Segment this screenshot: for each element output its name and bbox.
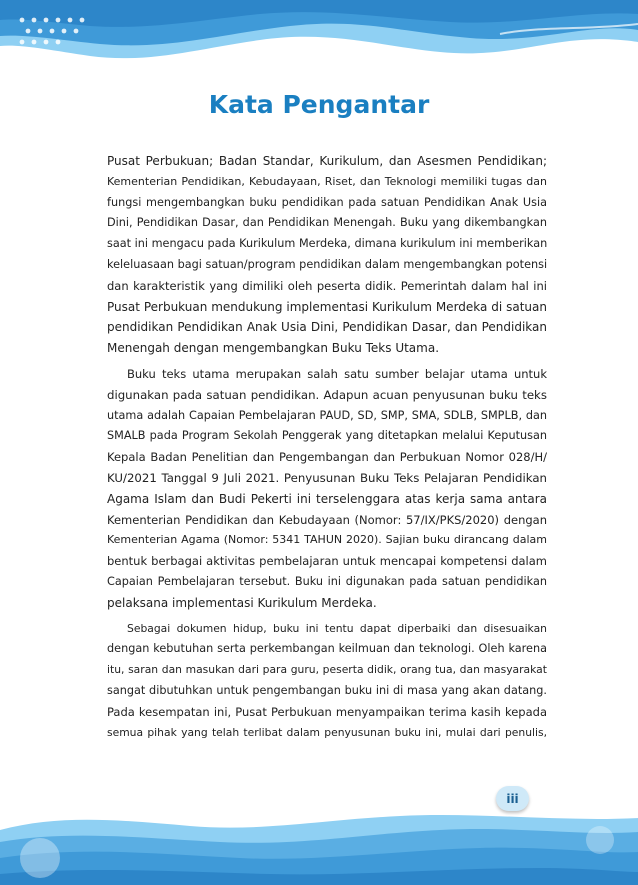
- text-line: semua pihak yang telah terlibat dalam penyusunan buku ini, mulai dari penulis,: [107, 725, 547, 739]
- header-wave-decoration: [0, 0, 638, 75]
- text-line: Kementerian Agama (Nomor: 5341 TAHUN 2020). Sajian buku dirancang dalam: [107, 533, 547, 547]
- text-line: digunakan pada satuan pendidikan. Adapun acuan penyusunan buku teks: [107, 387, 547, 402]
- text-line: pendidikan Pendidikan Anak Usia Dini, Pendidikan Dasar, dan Pendidikan: [107, 320, 547, 335]
- text-line: Kepala Badan Penelitian dan Pengembangan dan Perbukuan Nomor 028/H/: [107, 450, 547, 465]
- text-line: dengan kebutuhan serta perkembangan keilmuan dan teknologi. Oleh karena: [107, 642, 547, 656]
- text-line: KU/2021 Tanggal 9 Juli 2021. Penyusunan Buku Teks Pelajaran Pendidikan: [107, 470, 547, 485]
- body-text: [107, 151, 547, 748]
- text-line: Pusat Perbukuan; Badan Standar, Kurikulum, dan Asesmen Pendidikan;: [107, 154, 547, 168]
- text-line: Agama Islam dan Budi Pekerti ini terselenggara atas kerja sama antara: [107, 491, 547, 506]
- page-number: iii: [506, 791, 519, 806]
- text-line: itu, saran dan masukan dari para guru, peserta didik, orang tua, dan masyarakat: [107, 663, 547, 677]
- text-line: Kementerian Pendidikan dan Kebudayaan (Nomor: 57/IX/PKS/2020) dengan: [107, 512, 547, 527]
- text-line: dan karakteristik yang dimiliki oleh peserta didik. Pemerintah dalam hal ini: [107, 278, 547, 293]
- text-line: Pada kesempatan ini, Pusat Perbukuan menyampaikan terima kasih kepada: [107, 704, 547, 719]
- text-line: Pusat Perbukuan mendukung implementasi Kurikulum Merdeka di satuan: [107, 299, 547, 314]
- text-line: Dini, Pendidikan Dasar, dan Pendidikan Menengah. Buku yang dikembangkan: [107, 216, 547, 230]
- text-line: sangat dibutuhkan untuk pengembangan buku ini di masa yang akan datang.: [107, 683, 547, 697]
- page-title: Kata Pengantar: [208, 90, 430, 119]
- text-line: saat ini mengacu pada Kurikulum Merdeka, dimana kurikulum ini memberikan: [107, 237, 548, 251]
- text-line: Sebagai dokumen hidup, buku ini tentu dapat diperbaiki dan disesuaikan: [127, 621, 547, 635]
- text-line: utama adalah Capaian Pembelajaran PAUD, SD, SMP, SMA, SDLB, SMPLB, dan: [107, 408, 547, 422]
- text-line: keleluasaan bagi satuan/program pendidikan dalam mengembangkan potensi: [107, 257, 548, 271]
- footer-wave-decoration: [0, 780, 638, 885]
- text-line: Capaian Pembelajaran tersebut. Buku ini digunakan pada satuan pendidikan: [107, 574, 547, 588]
- text-line: Buku teks utama merupakan salah satu sumber belajar utama untuk: [127, 366, 547, 381]
- text-line: Menengah dengan mengembangkan Buku Teks Utama.: [107, 341, 440, 356]
- text-line: fungsi mengembangkan buku pendidikan pada satuan Pendidikan Anak Usia: [107, 195, 547, 209]
- text-line: pelaksana implementasi Kurikulum Merdeka.: [107, 595, 377, 610]
- text-line: Kementerian Pendidikan, Kebudayaan, Riset, dan Teknologi memiliki tugas dan: [107, 174, 547, 188]
- text-line: SMALB pada Program Sekolah Penggerak yang ditetapkan melalui Keputusan: [107, 429, 547, 443]
- paragraph: [107, 619, 547, 744]
- paragraph: [107, 151, 547, 359]
- paragraph: [107, 364, 547, 614]
- text-line: bentuk berbagai aktivitas pembelajaran untuk mencapai kompetensi dalam: [107, 554, 547, 569]
